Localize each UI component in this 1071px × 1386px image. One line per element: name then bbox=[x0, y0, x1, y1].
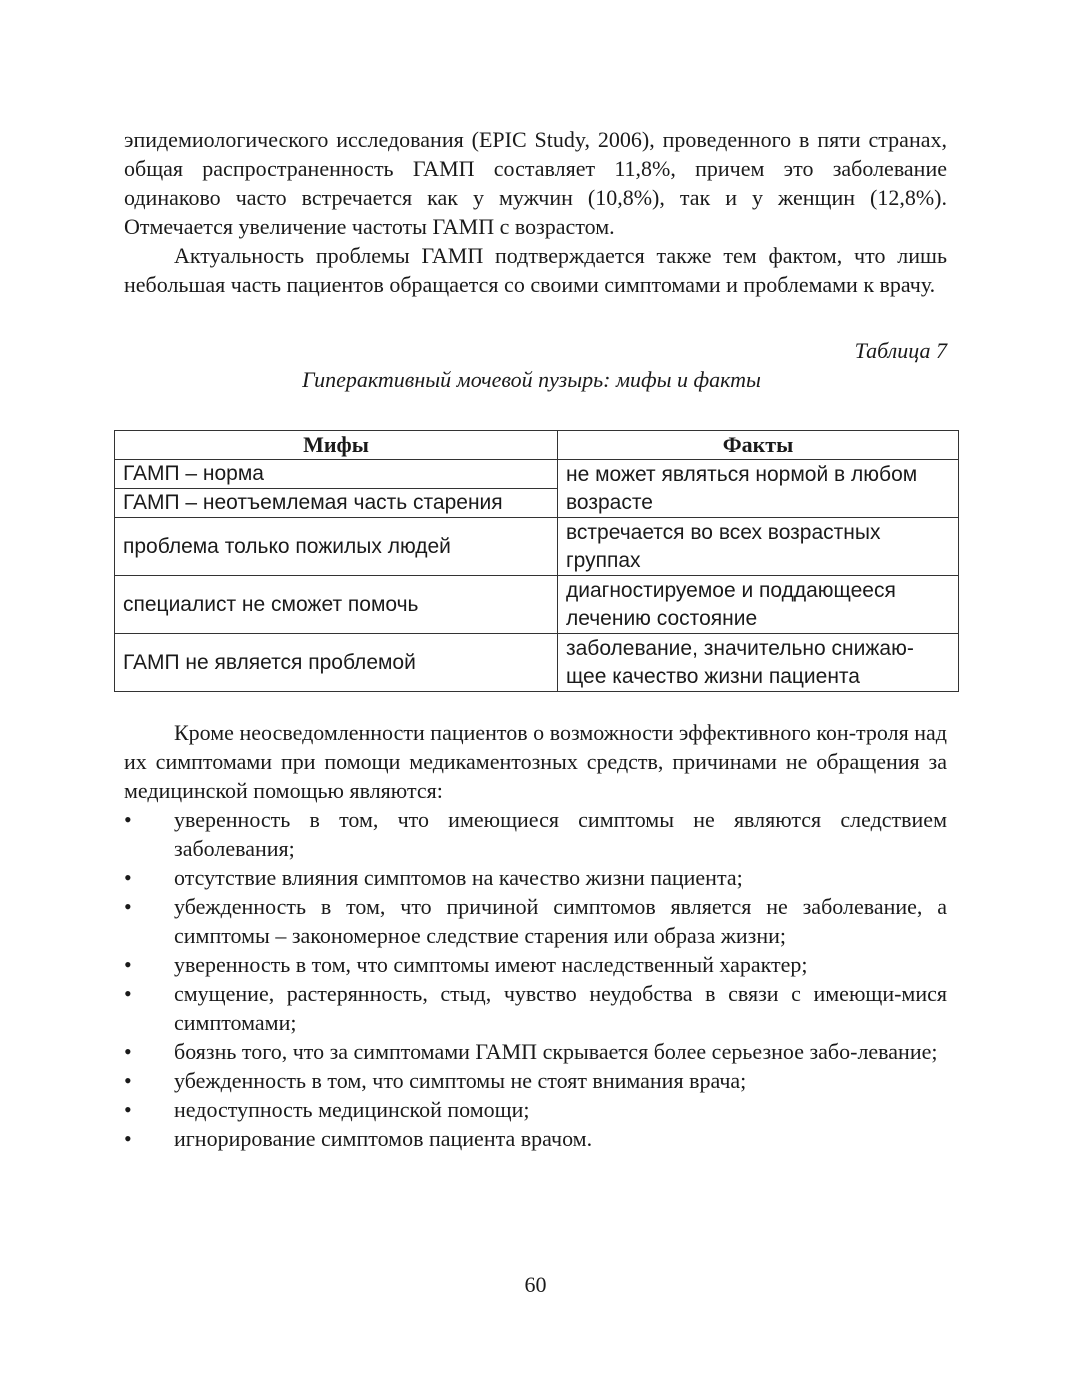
list-item-text: игнорирование симптомов пациента врачом. bbox=[174, 1126, 593, 1151]
myth-cell: специалист не сможет помочь bbox=[115, 576, 558, 634]
fact-cell: встречается во всех возрастных группах bbox=[558, 518, 959, 576]
bullet-icon: • bbox=[124, 1126, 132, 1151]
list-item bbox=[124, 1066, 947, 1095]
myth-cell: ГАМП – норма bbox=[115, 460, 558, 489]
list-item bbox=[124, 1124, 947, 1153]
bullet-icon: • bbox=[124, 865, 132, 890]
bullet-icon: • bbox=[124, 1068, 132, 1093]
myth-cell: проблема только пожилых людей bbox=[115, 518, 558, 576]
list-item-text: отсутствие влияния симптомов на качество жизни пациента; bbox=[174, 865, 743, 890]
list-item bbox=[124, 979, 947, 1037]
table-row bbox=[115, 460, 959, 489]
table-header-row bbox=[115, 431, 959, 460]
paragraph-epic-study: эпидемиологического исследования (EPIC Study, 2006), проведенного в пяти странах, общая распространенность ГАМП составляет 11,8%, причем это заболевание одинаково часто встречается как у мужчин (10,8%), так и у женщин (12,8%). Отмечается увеличение частоты ГАМП с возрастом. bbox=[124, 127, 947, 239]
myth-cell: ГАМП – неотъемлемая часть старения bbox=[115, 489, 558, 518]
fact-cell: не может являться нормой в любом возрасте bbox=[558, 460, 959, 518]
myth-cell: ГАМП не является проблемой bbox=[115, 634, 558, 692]
reasons-list bbox=[124, 805, 947, 1153]
bullet-icon: • bbox=[124, 807, 132, 832]
bullet-icon: • bbox=[124, 981, 132, 1006]
myths-facts-table bbox=[114, 430, 959, 692]
list-item bbox=[124, 892, 947, 950]
header-myths: Мифы bbox=[115, 431, 558, 460]
paragraph-relevance: Актуальность проблемы ГАМП подтверждается также тем фактом, что лишь небольшая часть пациентов обращается со своими симптомами и проблемами к врачу. bbox=[124, 243, 947, 297]
list-item-text: убежденность в том, что симптомы не стоят внимания врача; bbox=[174, 1068, 747, 1093]
list-item-text: уверенность в том, что симптомы имеют наследственный характер; bbox=[174, 952, 808, 977]
fact-cell: заболевание, значительно снижаю-щее качество жизни пациента bbox=[558, 634, 959, 692]
list-item-text: смущение, растерянность, стыд, чувство неудобства в связи с имеющи-мися симптомами; bbox=[174, 981, 947, 1035]
table-row bbox=[115, 634, 959, 692]
list-item bbox=[124, 805, 947, 863]
bullet-icon: • bbox=[124, 894, 132, 919]
bullet-icon: • bbox=[124, 1097, 132, 1122]
list-item-text: недоступность медицинской помощи; bbox=[174, 1097, 530, 1122]
fact-cell: диагностируемое и поддающееся лечению состояние bbox=[558, 576, 959, 634]
header-facts: Факты bbox=[558, 431, 959, 460]
list-item bbox=[124, 950, 947, 979]
list-item bbox=[124, 1095, 947, 1124]
list-item bbox=[124, 1037, 947, 1066]
page-body-bottom bbox=[124, 718, 947, 1153]
bullet-icon: • bbox=[124, 952, 132, 977]
list-item-text: убежденность в том, что причиной симптомов является не заболевание, а симптомы – закономерное следствие старения или образа жизни; bbox=[174, 894, 947, 948]
bullet-icon: • bbox=[124, 1039, 132, 1064]
page-body-top bbox=[124, 125, 947, 394]
table-row bbox=[115, 576, 959, 634]
list-item-text: уверенность в том, что имеющиеся симптомы не являются следствием заболевания; bbox=[174, 807, 947, 861]
paragraph-reasons-intro: Кроме неосведомленности пациентов о возможности эффективного кон-троля над их симптомами при помощи медикаментозных средств, причинами не обращения за медицинской помощью являются: bbox=[124, 720, 947, 803]
table-title: Гиперактивный мочевой пузырь: мифы и факты bbox=[302, 367, 761, 392]
table-row bbox=[115, 518, 959, 576]
page-number: 60 bbox=[524, 1272, 547, 1297]
table-number: Таблица 7 bbox=[854, 338, 947, 363]
list-item bbox=[124, 863, 947, 892]
list-item-text: боязнь того, что за симптомами ГАМП скрывается более серьезное забо-левание; bbox=[174, 1039, 938, 1064]
